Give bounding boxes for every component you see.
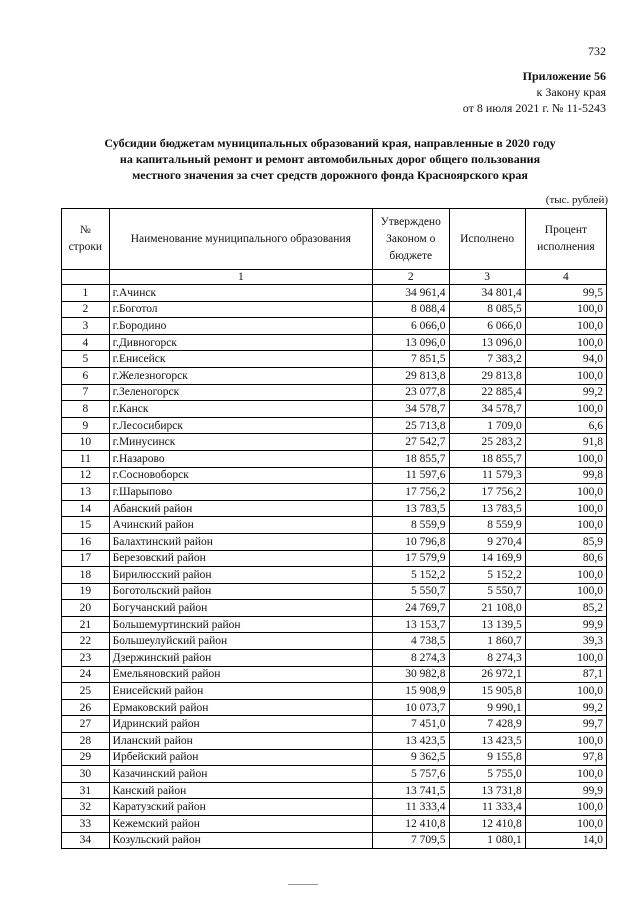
row-number-cell: 19 [62,583,110,600]
municipality-cell: г.Лесосибирск [109,417,372,434]
approved-cell: 7 451,0 [372,716,449,733]
approved-cell: 18 855,7 [372,450,449,467]
column-number-empty [62,270,110,285]
table-row [62,500,607,517]
row-number-cell: 8 [62,401,110,418]
column-number: 4 [525,270,606,285]
approved-cell: 6 066,0 [372,318,449,335]
approved-cell: 8 088,4 [372,301,449,318]
municipality-cell: Ермаковский район [109,699,372,716]
row-number-cell: 1 [62,285,110,302]
table-header-row [62,209,607,270]
approved-cell: 25 713,8 [372,417,449,434]
row-number-cell: 12 [62,467,110,484]
municipality-cell: г.Ачинск [109,285,372,302]
percent-cell: 6,6 [525,417,606,434]
table-body [62,285,607,849]
municipality-cell: Большеулуйский район [109,633,372,650]
table-row [62,484,607,501]
table-row [62,782,607,799]
percent-cell: 100,0 [525,318,606,335]
table-row [62,832,607,849]
municipality-cell: Дзержинский район [109,650,372,667]
percent-cell: 99,9 [525,616,606,633]
executed-cell: 8 274,3 [449,650,525,667]
percent-cell: 100,0 [525,816,606,833]
executed-cell: 13 139,5 [449,616,525,633]
table-row [62,434,607,451]
approved-cell: 17 756,2 [372,484,449,501]
percent-cell: 99,5 [525,285,606,302]
percent-cell: 14,0 [525,832,606,849]
municipality-cell: г.Дивногорск [109,334,372,351]
table-row [62,318,607,335]
row-number-cell: 28 [62,733,110,750]
row-number-cell: 11 [62,450,110,467]
header-percent: Процент исполнения [525,209,606,270]
row-number-cell: 14 [62,500,110,517]
table-row [62,633,607,650]
percent-cell: 91,8 [525,434,606,451]
approved-cell: 5 152,2 [372,567,449,584]
column-number: 1 [109,270,372,285]
municipality-cell: Балахтинский район [109,533,372,550]
percent-cell: 94,0 [525,351,606,368]
municipality-cell: г.Назарово [109,450,372,467]
approved-cell: 5 550,7 [372,583,449,600]
municipality-cell: г.Минусинск [109,434,372,451]
municipality-cell: г.Боготол [109,301,372,318]
percent-cell: 87,1 [525,666,606,683]
header-executed: Исполнено [449,209,525,270]
table-row [62,384,607,401]
row-number-cell: 23 [62,650,110,667]
approved-cell: 10 796,8 [372,533,449,550]
percent-cell: 97,8 [525,749,606,766]
municipality-cell: Казачинский район [109,766,372,783]
executed-cell: 12 410,8 [449,816,525,833]
column-numbers-row [62,270,607,285]
executed-cell: 5 152,2 [449,567,525,584]
percent-cell: 99,8 [525,467,606,484]
municipality-cell: Енисейский район [109,683,372,700]
approved-cell: 11 333,4 [372,799,449,816]
percent-cell: 100,0 [525,450,606,467]
appendix-law-ref: к Закону края [536,85,606,99]
column-number: 2 [372,270,449,285]
row-number-cell: 29 [62,749,110,766]
municipality-cell: Бирилюсский район [109,567,372,584]
municipality-cell: Богучанский район [109,600,372,617]
row-number-cell: 6 [62,367,110,384]
executed-cell: 5 550,7 [449,583,525,600]
column-number: 3 [449,270,525,285]
municipality-cell: г.Бородино [109,318,372,335]
footer-mark [288,884,318,885]
row-number-cell: 5 [62,351,110,368]
executed-cell: 26 972,1 [449,666,525,683]
approved-cell: 13 423,5 [372,733,449,750]
municipality-cell: Идринский район [109,716,372,733]
percent-cell: 100,0 [525,567,606,584]
row-number-cell: 30 [62,766,110,783]
percent-cell: 99,2 [525,699,606,716]
unit-label: (тыс. рублей) [545,194,608,206]
executed-cell: 13 423,5 [449,733,525,750]
percent-cell: 100,0 [525,334,606,351]
approved-cell: 24 769,7 [372,600,449,617]
executed-cell: 17 756,2 [449,484,525,501]
executed-cell: 9 990,1 [449,699,525,716]
percent-cell: 100,0 [525,517,606,534]
table-row [62,799,607,816]
municipality-cell: Боготольский район [109,583,372,600]
executed-cell: 14 169,9 [449,550,525,567]
appendix-title: Приложение 56 [522,69,606,83]
approved-cell: 5 757,6 [372,766,449,783]
table-row [62,650,607,667]
row-number-cell: 33 [62,816,110,833]
approved-cell: 9 362,5 [372,749,449,766]
approved-cell: 17 579,9 [372,550,449,567]
municipality-cell: Каратузский район [109,799,372,816]
executed-cell: 6 066,0 [449,318,525,335]
municipality-cell: Ачинский район [109,517,372,534]
row-number-cell: 31 [62,782,110,799]
table-row [62,450,607,467]
municipality-cell: Березовский район [109,550,372,567]
table-row [62,583,607,600]
approved-cell: 10 073,7 [372,699,449,716]
municipality-cell: Козульский район [109,832,372,849]
approved-cell: 30 982,8 [372,666,449,683]
executed-cell: 8 559,9 [449,517,525,534]
row-number-cell: 7 [62,384,110,401]
executed-cell: 8 085,5 [449,301,525,318]
approved-cell: 13 783,5 [372,500,449,517]
table-row [62,716,607,733]
row-number-cell: 10 [62,434,110,451]
percent-cell: 100,0 [525,583,606,600]
approved-cell: 13 153,7 [372,616,449,633]
percent-cell: 39,3 [525,633,606,650]
percent-cell: 99,7 [525,716,606,733]
municipality-cell: г.Канск [109,401,372,418]
table-row [62,401,607,418]
approved-cell: 11 597,6 [372,467,449,484]
row-number-cell: 3 [62,318,110,335]
row-number-cell: 4 [62,334,110,351]
row-number-cell: 34 [62,832,110,849]
table-row [62,683,607,700]
table-row [62,699,607,716]
table-row [62,334,607,351]
approved-cell: 15 908,9 [372,683,449,700]
row-number-cell: 17 [62,550,110,567]
table-row [62,285,607,302]
approved-cell: 7 851,5 [372,351,449,368]
subsidies-table [61,208,607,849]
executed-cell: 9 270,4 [449,533,525,550]
executed-cell: 1 080,1 [449,832,525,849]
row-number-cell: 32 [62,799,110,816]
municipality-cell: г.Железногорск [109,367,372,384]
table-row [62,467,607,484]
executed-cell: 34 801,4 [449,285,525,302]
executed-cell: 25 283,2 [449,434,525,451]
executed-cell: 22 885,4 [449,384,525,401]
row-number-cell: 9 [62,417,110,434]
municipality-cell: Большемуртинский район [109,616,372,633]
row-number-cell: 21 [62,616,110,633]
percent-cell: 85,9 [525,533,606,550]
table-row [62,367,607,384]
executed-cell: 1 860,7 [449,633,525,650]
executed-cell: 13 783,5 [449,500,525,517]
municipality-cell: г.Зеленогорск [109,384,372,401]
approved-cell: 23 077,8 [372,384,449,401]
percent-cell: 100,0 [525,683,606,700]
percent-cell: 80,6 [525,550,606,567]
row-number-cell: 16 [62,533,110,550]
percent-cell: 100,0 [525,401,606,418]
header-approved: Утверждено Законом о бюджете [372,209,449,270]
table-row [62,766,607,783]
table-row [62,517,607,534]
title-line: Субсидии бюджетам муниципальных образований края, направленные в 2020 году [104,136,556,150]
percent-cell: 100,0 [525,733,606,750]
percent-cell: 99,2 [525,384,606,401]
title-line: на капитальный ремонт и ремонт автомобильных дорог общего пользования [119,152,541,166]
row-number-cell: 13 [62,484,110,501]
executed-cell: 5 755,0 [449,766,525,783]
municipality-cell: г.Енисейск [109,351,372,368]
table-row [62,351,607,368]
appendix-law-date: от 8 июля 2021 г. № 11-5243 [462,101,606,115]
executed-cell: 1 709,0 [449,417,525,434]
percent-cell: 100,0 [525,799,606,816]
percent-cell: 100,0 [525,500,606,517]
table-row [62,567,607,584]
executed-cell: 13 731,8 [449,782,525,799]
title-line: местного значения за счет средств дорожного фонда Красноярского края [132,168,528,182]
executed-cell: 11 333,4 [449,799,525,816]
percent-cell: 100,0 [525,301,606,318]
approved-cell: 12 410,8 [372,816,449,833]
percent-cell: 99,9 [525,782,606,799]
approved-cell: 7 709,5 [372,832,449,849]
municipality-cell: г.Шарыпово [109,484,372,501]
municipality-cell: Емельяновский район [109,666,372,683]
table-row [62,550,607,567]
table-row [62,600,607,617]
page-number: 732 [588,44,606,58]
header-row-number: № строки [62,209,110,270]
document-title [60,135,600,183]
approved-cell: 27 542,7 [372,434,449,451]
municipality-cell: Канский район [109,782,372,799]
executed-cell: 7 383,2 [449,351,525,368]
approved-cell: 29 813,8 [372,367,449,384]
executed-cell: 15 905,8 [449,683,525,700]
municipality-cell: Ирбейский район [109,749,372,766]
table-row [62,749,607,766]
row-number-cell: 22 [62,633,110,650]
row-number-cell: 26 [62,699,110,716]
executed-cell: 18 855,7 [449,450,525,467]
approved-cell: 34 578,7 [372,401,449,418]
executed-cell: 21 108,0 [449,600,525,617]
executed-cell: 11 579,3 [449,467,525,484]
percent-cell: 100,0 [525,367,606,384]
row-number-cell: 2 [62,301,110,318]
approved-cell: 8 274,3 [372,650,449,667]
row-number-cell: 20 [62,600,110,617]
table-row [62,816,607,833]
table-row [62,417,607,434]
municipality-cell: Кежемский район [109,816,372,833]
header-municipality: Наименование муниципального образования [109,209,372,270]
executed-cell: 13 096,0 [449,334,525,351]
row-number-cell: 24 [62,666,110,683]
row-number-cell: 27 [62,716,110,733]
municipality-cell: Иланский район [109,733,372,750]
row-number-cell: 15 [62,517,110,534]
table-row [62,301,607,318]
table-row [62,533,607,550]
table-row [62,733,607,750]
executed-cell: 9 155,8 [449,749,525,766]
appendix-header [463,68,606,116]
percent-cell: 100,0 [525,766,606,783]
percent-cell: 85,2 [525,600,606,617]
percent-cell: 100,0 [525,484,606,501]
approved-cell: 4 738,5 [372,633,449,650]
approved-cell: 13 741,5 [372,782,449,799]
executed-cell: 7 428,9 [449,716,525,733]
row-number-cell: 18 [62,567,110,584]
row-number-cell: 25 [62,683,110,700]
table-row [62,616,607,633]
municipality-cell: Абанский район [109,500,372,517]
executed-cell: 34 578,7 [449,401,525,418]
approved-cell: 8 559,9 [372,517,449,534]
percent-cell: 100,0 [525,650,606,667]
approved-cell: 13 096,0 [372,334,449,351]
table-row [62,666,607,683]
municipality-cell: г.Сосновоборск [109,467,372,484]
approved-cell: 34 961,4 [372,285,449,302]
executed-cell: 29 813,8 [449,367,525,384]
